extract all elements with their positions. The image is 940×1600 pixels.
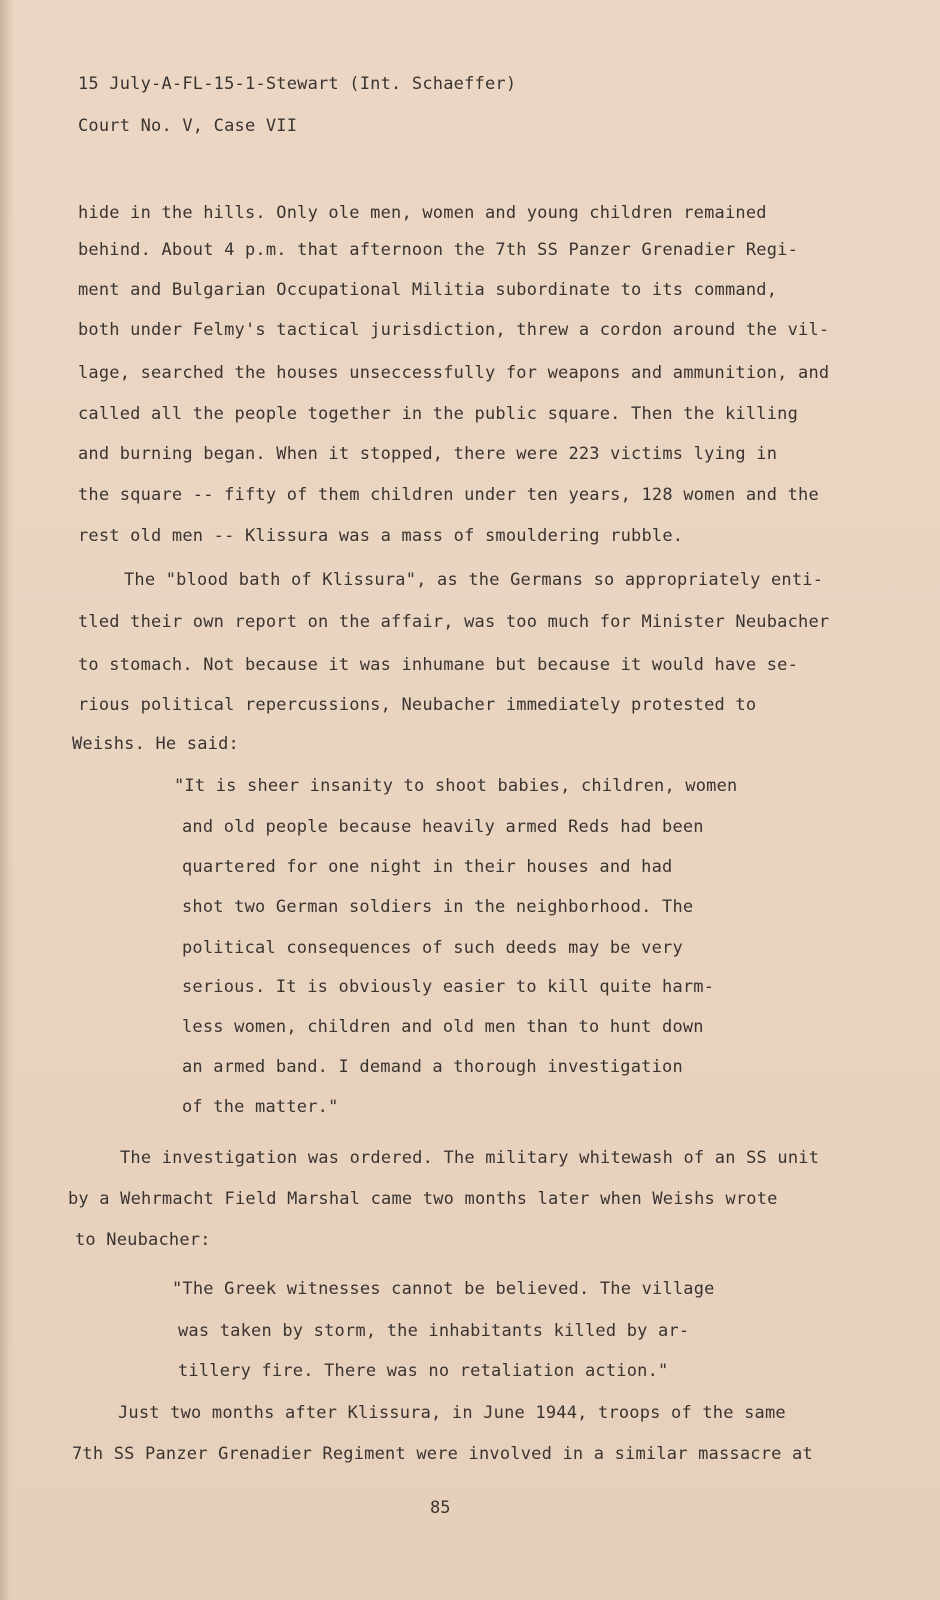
text-line: Just two months after Klissura, in June 1944, troops of the same [118, 1403, 786, 1423]
quote-line: and old people because heavily armed Reds had been [182, 817, 704, 837]
text-line: to Neubacher: [75, 1230, 211, 1250]
quote-line: "The Greek witnesses cannot be believed. The village [172, 1279, 715, 1299]
text-line: The "blood bath of Klissura", as the Germans so appropriately enti- [124, 570, 824, 590]
quote-line: quartered for one night in their houses and had [182, 857, 673, 877]
text-line: the square -- fifty of them children under ten years, 128 women and the [78, 485, 819, 505]
document-id: 15 July-A-FL-15-1-Stewart (Int. Schaeffer) [78, 74, 517, 94]
text-line: and burning began. When it stopped, there were 223 victims lying in [78, 444, 778, 464]
text-line: rest old men -- Klissura was a mass of smouldering rubble. [78, 526, 684, 546]
quote-line: "It is sheer insanity to shoot babies, children, women [174, 776, 738, 796]
text-line: 7th SS Panzer Grenadier Regiment were involved in a similar massacre at [72, 1444, 813, 1464]
text-line: behind. About 4 p.m. that afternoon the 7th SS Panzer Grenadier Regi- [78, 240, 799, 260]
text-line: both under Felmy's tactical jurisdiction, threw a cordon around the vil- [78, 320, 830, 340]
quote-line: shot two German soldiers in the neighborhood. The [182, 897, 694, 917]
quote-line: serious. It is obviously easier to kill quite harm- [182, 977, 715, 997]
quote-line: less women, children and old men than to hunt down [182, 1017, 704, 1037]
text-line: tled their own report on the affair, was too much for Minister Neubacher [78, 612, 830, 632]
text-line: The investigation was ordered. The military whitewash of an SS unit [120, 1148, 820, 1168]
court-case: Court No. V, Case VII [78, 116, 298, 136]
page-number: 85 [430, 1498, 451, 1518]
quote-line: of the matter." [182, 1097, 339, 1117]
text-line: by a Wehrmacht Field Marshal came two months later when Weishs wrote [68, 1189, 778, 1209]
text-line: to stomach. Not because it was inhumane but because it would have se- [78, 655, 799, 675]
text-line: lage, searched the houses unseccessfully for weapons and ammunition, and [78, 363, 830, 383]
paper-edge [0, 0, 14, 1600]
text-line: called all the people together in the public square. Then the killing [78, 404, 799, 424]
quote-line: an armed band. I demand a thorough investigation [182, 1057, 683, 1077]
text-line: rious political repercussions, Neubacher immediately protested to [78, 695, 757, 715]
quote-line: tillery fire. There was no retaliation action." [178, 1361, 669, 1381]
text-line: hide in the hills. Only ole men, women and young children remained [78, 203, 767, 223]
quote-line: was taken by storm, the inhabitants killed by ar- [178, 1321, 690, 1341]
quote-line: political consequences of such deeds may be very [182, 938, 683, 958]
text-line: Weishs. He said: [72, 734, 239, 754]
text-line: ment and Bulgarian Occupational Militia subordinate to its command, [78, 280, 778, 300]
